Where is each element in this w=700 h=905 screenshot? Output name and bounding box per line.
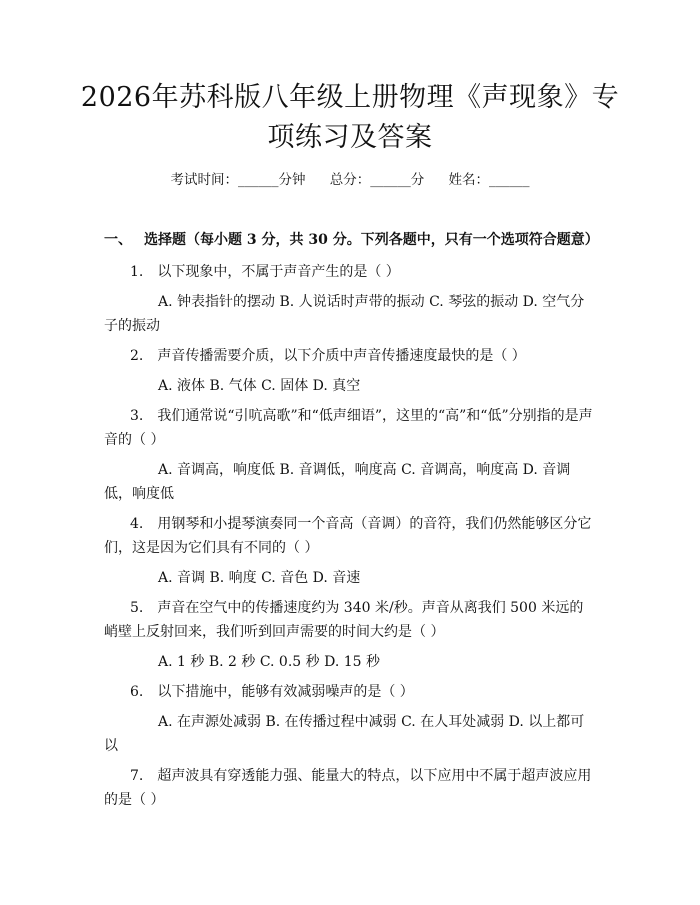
exam-info — [0, 168, 700, 188]
question-5: 5. 声音在空气中的传播速度约为 340 米/秒。声音从离我们 500 米远的峭壁上反射回来，我们听到回声需要的时间大约是（ ） — [104, 600, 584, 640]
question-4: 4. 用钢琴和小提琴演奏同一个音高（音调）的音符，我们仍然能够区分它们，这是因为它们具有不同的（ ） — [104, 516, 592, 556]
question-6-options: A. 在声源处减弱 B. 在传播过程中减弱 C. 在人耳处减弱 D. 以上都可以 — [104, 714, 585, 754]
question-2-options: A. 液体 B. 气体 C. 固体 D. 真空 — [158, 378, 361, 394]
exam-time-field: 考试时间：______分钟 — [170, 172, 306, 188]
section-title: 选择题（每小题 3 分，共 30 分。下列各题中，只有一个选项符合题意） — [144, 232, 599, 248]
question-3: 3. 我们通常说“引吭高歌”和“低声细语”，这里的“高”和“低”分别指的是声音的（ ） — [104, 408, 593, 448]
page-title: 2026年苏科版八年级上册物理《声现象》专项练习及答案 — [80, 82, 620, 153]
question-1: 1. 以下现象中，不属于声音产生的是（ ） — [130, 264, 400, 280]
question-5-options: A. 1 秒 B. 2 秒 C. 0.5 秒 D. 15 秒 — [158, 654, 380, 670]
question-1-options: A. 钟表指针的摆动 B. 人说话时声带的振动 C. 琴弦的振动 D. 空气分子的振动 — [104, 294, 585, 334]
question-2: 2. 声音传播需要介质，以下介质中声音传播速度最快的是（ ） — [130, 348, 526, 364]
question-4-options: A. 音调 B. 响度 C. 音色 D. 音速 — [158, 570, 361, 586]
total-score-field: 总分：______分 — [329, 172, 425, 188]
student-name-field: 姓名：______ — [448, 172, 530, 188]
question-3-options: A. 音调高，响度低 B. 音调低，响度高 C. 音调高，响度高 D. 音调低，响度低 — [104, 462, 571, 502]
question-6: 6. 以下措施中，能够有效减弱噪声的是（ ） — [130, 684, 414, 700]
section-heading — [104, 229, 599, 249]
section-number: 一、 — [104, 232, 132, 248]
question-7: 7. 超声波具有穿透能力强、能量大的特点，以下应用中不属于超声波应用的是（ ） — [104, 768, 592, 808]
